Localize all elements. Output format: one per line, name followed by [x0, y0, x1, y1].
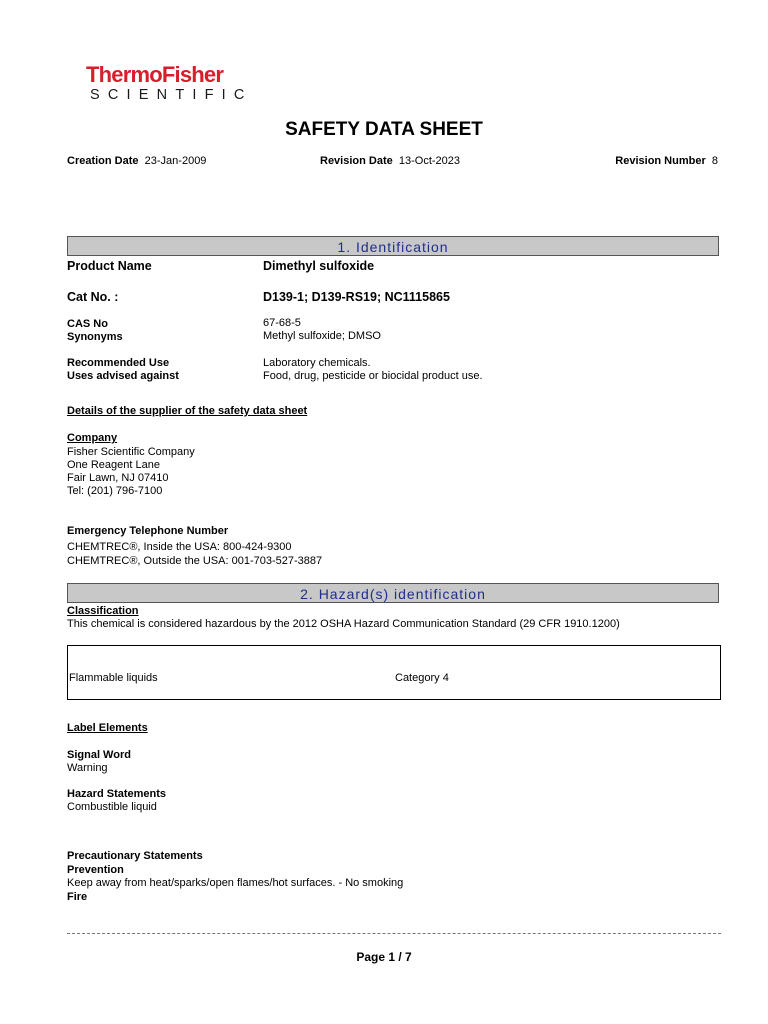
creation-date-value: 23-Jan-2009 [144, 155, 207, 167]
section-1-header: 1. Identification [67, 236, 719, 256]
hazard-statements-label: Hazard Statements [67, 788, 167, 800]
uses-advised-against-value: Food, drug, pesticide or biocidal product use. [263, 370, 483, 382]
footer-divider [67, 933, 721, 934]
product-name-value: Dimethyl sulfoxide [263, 259, 375, 273]
classification-text: This chemical is considered hazardous by the 2012 OSHA Hazard Communication Standard (29 CFR 1910.1200) [67, 618, 620, 630]
prevention-label: Prevention [67, 864, 124, 876]
cas-no-label: CAS No [67, 318, 108, 330]
synonyms-value: Methyl sulfoxide; DMSO [263, 330, 381, 342]
product-name-label: Product Name [67, 259, 152, 273]
section-2-header: 2. Hazard(s) identification [67, 583, 719, 603]
creation-date-label: Creation Date [67, 155, 139, 167]
uses-advised-against-label: Uses advised against [67, 370, 179, 382]
brand-logo-subtitle: SCIENTIFIC [90, 87, 253, 103]
document-title: SAFETY DATA SHEET [285, 119, 483, 140]
company-label: Company [67, 432, 118, 444]
synonyms-label: Synonyms [67, 331, 123, 343]
prevention-value: Keep away from heat/sparks/open flames/hot surfaces. - No smoking [67, 877, 404, 889]
page-number: Page 1 / 7 [356, 950, 412, 964]
label-elements-heading: Label Elements [67, 722, 148, 734]
fire-label: Fire [67, 891, 88, 903]
cat-no-label: Cat No. : [67, 290, 119, 304]
supplier-heading: Details of the supplier of the safety data sheet [67, 405, 308, 417]
revision-date-value: 13-Oct-2023 [398, 155, 461, 167]
recommended-use-label: Recommended Use [67, 357, 170, 369]
revision-number-value: 8 [711, 155, 718, 167]
brand-logo: ThermoFisher [86, 62, 224, 87]
company-line: Tel: (201) 796-7100 [67, 485, 163, 497]
cat-no-value: D139-1; D139-RS19; NC1115865 [263, 290, 450, 304]
classification-label: Classification [67, 605, 139, 617]
company-line: Fair Lawn, NJ 07410 [67, 472, 169, 484]
revision-number [615, 155, 718, 168]
revision-date-label: Revision Date [320, 155, 393, 167]
emergency-phone-line: CHEMTREC®, Inside the USA: 800-424-9300 [67, 541, 292, 553]
company-line: Fisher Scientific Company [67, 446, 195, 458]
emergency-phone-label: Emergency Telephone Number [67, 525, 229, 537]
signal-word-value: Warning [67, 762, 108, 774]
revision-number-label: Revision Number [615, 155, 706, 167]
creation-date [67, 155, 206, 168]
cas-no-value: 67-68-5 [263, 317, 301, 329]
precautionary-statements-label: Precautionary Statements [67, 850, 203, 862]
hazard-category: Category 4 [395, 672, 449, 684]
signal-word-label: Signal Word [67, 749, 131, 761]
emergency-phone-line: CHEMTREC®, Outside the USA: 001-703-527-3887 [67, 555, 323, 567]
classification-table [67, 645, 721, 700]
hazard-statements-value: Combustible liquid [67, 801, 157, 813]
hazard-class: Flammable liquids [69, 672, 158, 684]
recommended-use-value: Laboratory chemicals. [263, 357, 371, 369]
revision-date [320, 155, 460, 168]
company-line: One Reagent Lane [67, 459, 160, 471]
